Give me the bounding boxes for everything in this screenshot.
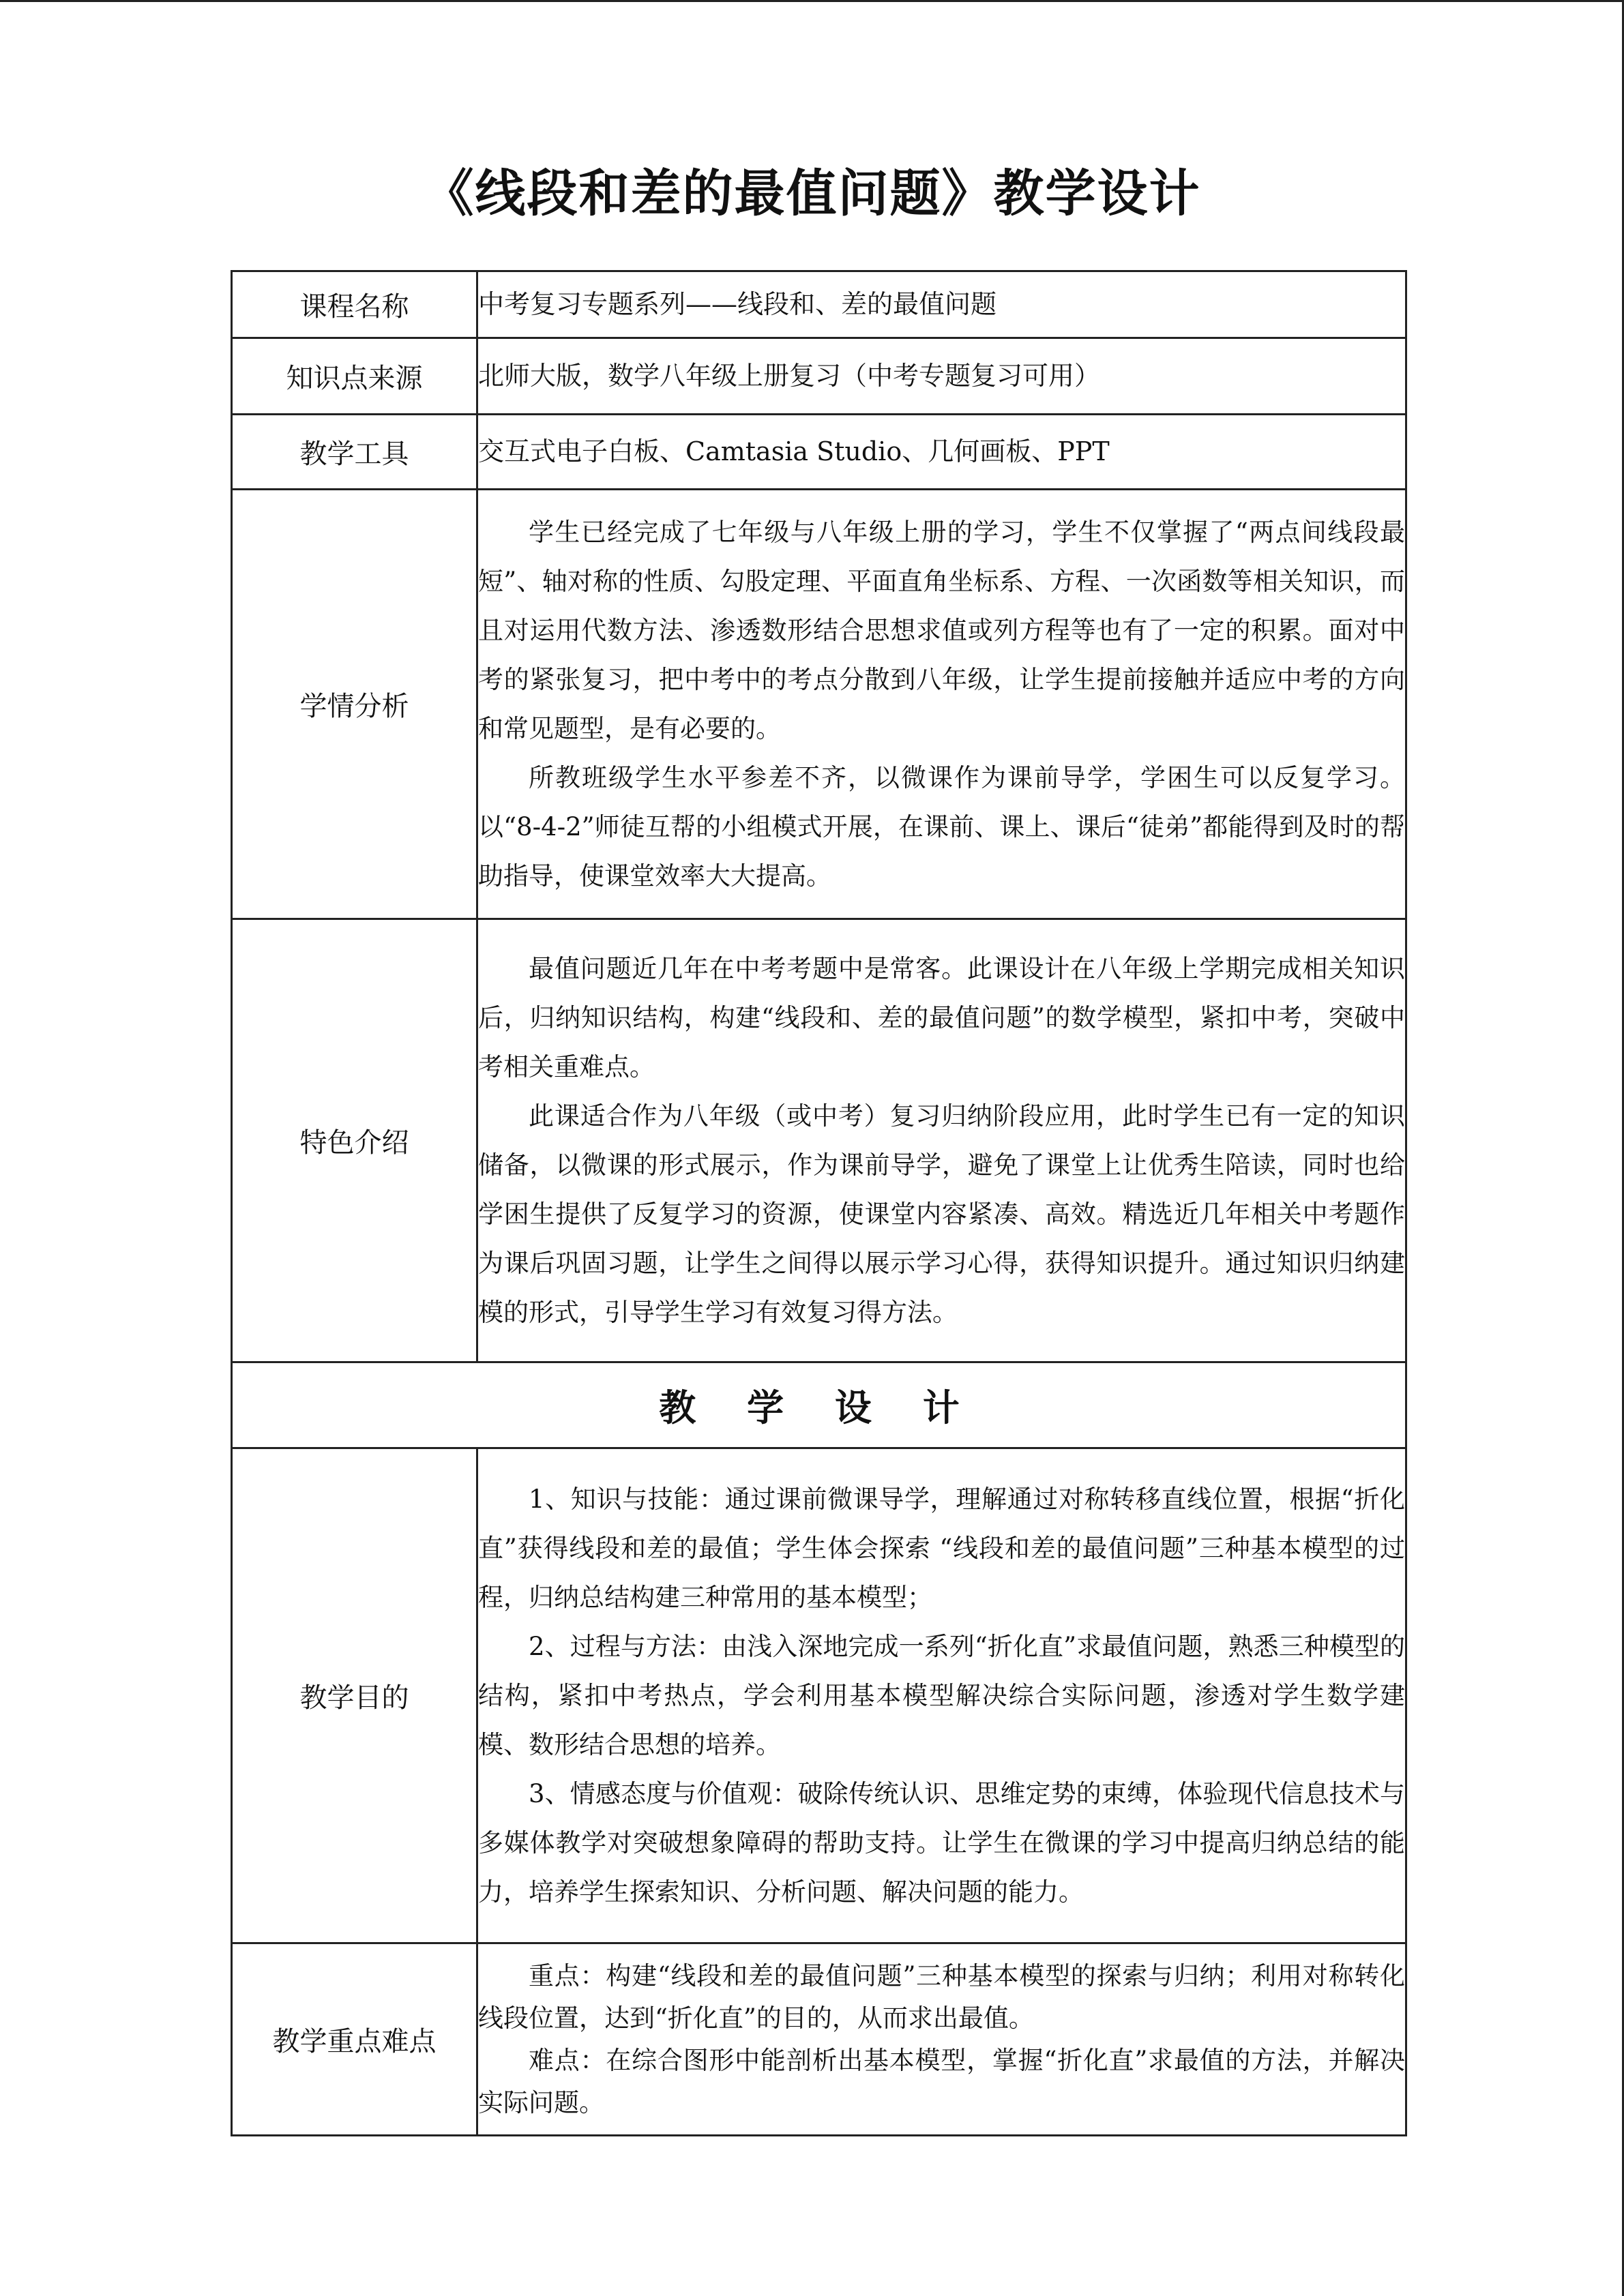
row-value <box>477 490 1406 919</box>
table-row-knowledge-source <box>232 338 1406 415</box>
row-value <box>477 1448 1406 1943</box>
row-value: 交互式电子白板、Camtasia Studio、几何画板、PPT <box>477 415 1406 490</box>
row-value <box>477 1943 1406 2136</box>
paragraph: 难点：在综合图形中能剖析出基本模型，掌握“折化直”求最值的方法，并解决实际问题。 <box>478 2045 1405 2117</box>
row-label: 学情分析 <box>232 490 477 919</box>
lesson-plan-table <box>231 270 1407 2136</box>
table-row-course-name <box>232 271 1406 338</box>
table-row-key-points <box>232 1943 1406 2136</box>
paragraph: 学生已经完成了七年级与八年级上册的学习，学生不仅掌握了“两点间线段最短”、轴对称的性质、勾股定理、平面直角坐标系、方程、一次函数等相关知识，而且对运用代数方法、渗透数形结合思想求值或列方程等也有了一定的积累。面对中考的紧张复习，把中考中的考点分散到八年级，让学生提前接触并适应中考的方向和常见题型，是有必要的。 <box>478 517 1405 743</box>
paragraph: 最值问题近几年在中考考题中是常客。此课设计在八年级上学期完成相关知识后，归纳知识结构，构建“线段和、差的最值问题”的数学模型，紧扣中考，突破中考相关重难点。 <box>478 953 1405 1082</box>
paragraph: 重点：构建“线段和差的最值问题”三种基本模型的探索与归纳；利用对称转化线段位置，达到“折化直”的目的，从而求出最值。 <box>478 1960 1405 2033</box>
row-label: 教学目的 <box>232 1448 477 1943</box>
row-value: 北师大版，数学八年级上册复习（中考专题复习可用） <box>477 338 1406 415</box>
row-label: 特色介绍 <box>232 919 477 1362</box>
table-row-section-heading <box>232 1362 1406 1448</box>
table-row-features <box>232 919 1406 1362</box>
paragraph: 1、知识与技能：通过课前微课导学，理解通过对称转移直线位置，根据“折化直”获得线段和差的最值；学生体会探索 “线段和差的最值问题”三种基本模型的过程，归纳总结构建三种常用的基本模型； <box>478 1484 1405 1612</box>
row-label: 课程名称 <box>232 271 477 338</box>
paragraph: 2、过程与方法：由浅入深地完成一系列“折化直”求最值问题，熟悉三种模型的结构，紧扣中考热点，学会利用基本模型解决综合实际问题，渗透对学生数学建模、数形结合思想的培养。 <box>478 1631 1405 1759</box>
table-row-teaching-tools <box>232 415 1406 490</box>
row-label: 教学重点难点 <box>232 1943 477 2136</box>
paragraph: 所教班级学生水平参差不齐，以微课作为课前导学，学困生可以反复学习。以“8-4-2”师徒互帮的小组模式开展，在课前、课上、课后“徒弟”都能得到及时的帮助指导，使课堂效率大大提高。 <box>478 762 1405 891</box>
document-title: 《线段和差的最值问题》教学设计 <box>423 164 1201 223</box>
row-value: 中考复习专题系列——线段和、差的最值问题 <box>477 271 1406 338</box>
row-label: 知识点来源 <box>232 338 477 415</box>
table-row-student-analysis <box>232 490 1406 919</box>
row-value <box>477 919 1406 1362</box>
table-row-objectives <box>232 1448 1406 1943</box>
paragraph: 3、情感态度与价值观：破除传统认识、思维定势的束缚，体验现代信息技术与多媒体教学对突破想象障碍的帮助支持。让学生在微课的学习中提高归纳总结的能力，培养学生探索知识、分析问题、解决问题的能力。 <box>478 1778 1405 1907</box>
paragraph: 此课适合作为八年级（或中考）复习归纳阶段应用，此时学生已有一定的知识储备，以微课的形式展示，作为课前导学，避免了课堂上让优秀生陪读，同时也给学困生提供了反复学习的资源，使课堂内容紧凑、高效。精选近几年相关中考题作为课后巩固习题，让学生之间得以展示学习心得，获得知识提升。通过知识归纳建模的形式，引导学生学习有效复习得方法。 <box>478 1101 1405 1327</box>
section-heading: 教 学 设 计 <box>232 1362 1406 1448</box>
row-label: 教学工具 <box>232 415 477 490</box>
